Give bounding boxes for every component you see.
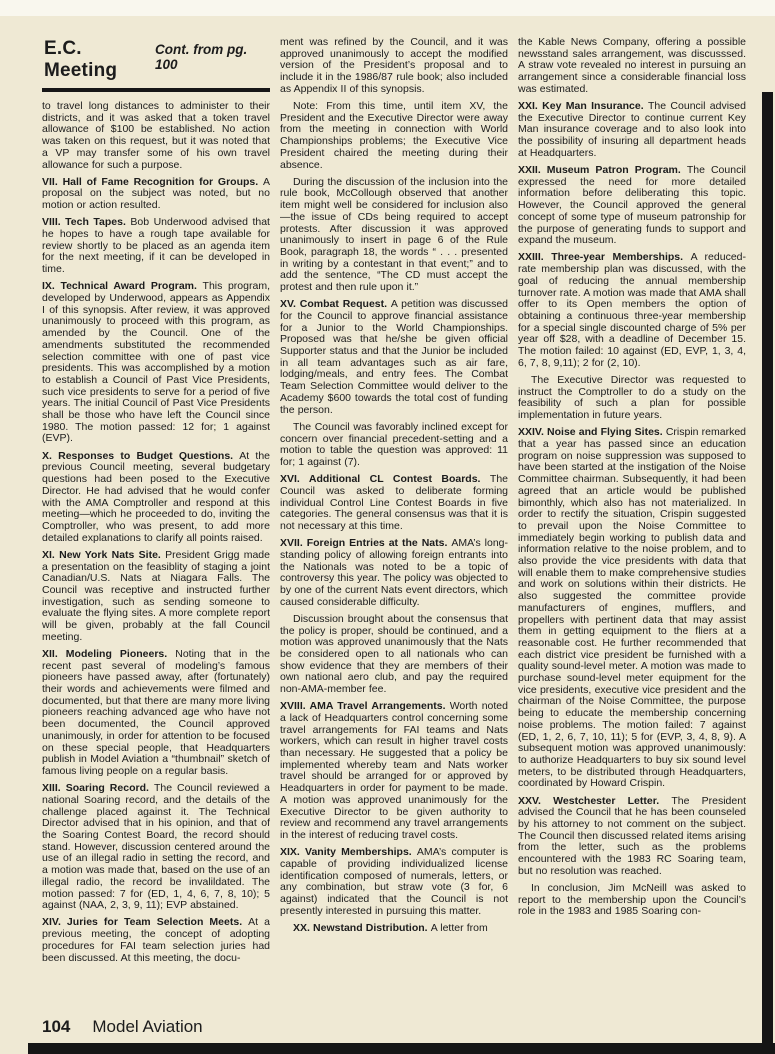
section-paragraph: XXV. Westchester Letter. The President advised the Council that he has been counseled by his attorney to not comment on the subject. The Council then discussed related items arising from the letter, such as the problems encountered with the 1983 RC Soaring team, but no resolution was reached.	[518, 794, 746, 877]
body-paragraph: to travel long distances to administer to their districts, and it was asked that a token travel allowance of $100 be established. No action was taken on this request, but it was noted that a VP may transfer some of his own travel allowance for such a purpose.	[42, 100, 270, 171]
section-paragraph: XIII. Soaring Record. The Council reviewed a national Soaring record, and the details of the challenge placed against it. The Technical Director advised that in his opinion, and that of the Soaring Contest Board, the record should stand. However, discussion centered around the use of an illegal radio in setting the record, and a motion was made that, based on the use of an illegal radio, the record be invalildated. The motion passed: 7 for (ED, 1, 4, 6, 7, 8, 10); 5 against (NAA, 2, 3, 9, 11); EVP abstained.	[42, 782, 270, 912]
section-paragraph: X. Responses to Budget Questions. At the previous Council meeting, several budgetary questions had been posed to the Executive Director. He had advised that he would confer with the AMA Comptroller and respond at this meeting—which he proceeded to do, inviting the Comptroller, who was present, to add more detailed explanations to clarify all points raised.	[42, 449, 270, 544]
section-paragraph: XIX. Vanity Memberships. AMA’s computer is capable of providing individualized license identification composed of numerals, letters, or any combination, but straw vote (3 for, 6 against) indicated that the Council is not presently interested in pursuing this matter.	[280, 846, 508, 917]
section-paragraph: XI. New York Nats Site. President Grigg made a presentation on the feasiblity of staging a joint Canadian/U.S. Nats at Niagara Falls. The Council was receptive and instructed further investigation, such as sending someone to evaluate the flying sites. A more complete report will be given, probably at the fall Council meeting.	[42, 548, 270, 643]
column-1	[42, 37, 270, 1019]
section-heading: VIII. Tech Tapes.	[42, 216, 131, 229]
section-heading: XV. Combat Request.	[280, 298, 391, 311]
body-paragraph: The Council was favorably inclined except for concern over financial precedent-setting and a motion to table the question was approved: 11 for; 1 against (7).	[280, 420, 508, 468]
section-heading: XI. New York Nats Site.	[42, 548, 166, 561]
section-paragraph: XXII. Museum Patron Program. The Council expressed the need for more detailed information before deliberating this topic. However, the Council approved the general concept of some type of museum patronship for the purpose of generating funds to support and expand the museum.	[518, 164, 746, 247]
body-paragraph: The Executive Director was requested to instruct the Comptroller to do a study on the feasibility of such a plan for possible implementation in future years.	[518, 373, 746, 422]
section-heading: X. Responses to Budget Questions.	[42, 449, 240, 462]
section-paragraph: VIII. Tech Tapes. Bob Underwood advised that he hopes to have a rough tape available for review shortly to be placed as an agenda item for the next meeting, if it can be developed in time.	[42, 216, 270, 276]
section-heading: XVIII. AMA Travel Arrangements.	[280, 700, 450, 713]
article-content	[42, 37, 748, 1019]
section-paragraph: XVII. Foreign Entries at the Nats. AMA’s long-standing policy of allowing foreign entrants into the Nationals was noted to be a topic of controversy this year. The policy was objected to by one of the current Nats event directors, which caused considerable difficulty.	[280, 537, 508, 608]
section-paragraph: XVI. Additional CL Contest Boards. The Council was asked to deliberate forming individual Control Line Contest Boards in five categories. The general consensus was that it is not necessary at this time.	[280, 473, 508, 532]
section-paragraph: XX. Newstand Distribution. A letter from	[293, 921, 488, 934]
section-heading: XXV. Westchester Letter.	[518, 794, 672, 807]
scan-bottom-bar	[28, 1043, 775, 1054]
scan-top-edge	[0, 0, 775, 16]
section-heading: IX. Technical Award Program.	[42, 280, 203, 293]
body-paragraph: ment was refined by the Council, and it was approved unanimously to accept the modified version of the President’s proposal and to include it in the 1986/87 rule book; also included as Appendix II of this synopsis.	[280, 37, 508, 95]
section-paragraph: XII. Modeling Pioneers. Noting that in the recent past several of modeling’s famous pioneers have passed away, after (fortunately) their words and achievements were filmed and documented, but that there are many more living pioneers reaching advanced age who have not been documented, the Council approved unanimously, in order for attention to be focused on these special people, that Headquarters publish in Model Aviation a “thumbnail” sketch of famous living people on a regular basis.	[42, 647, 270, 777]
section-heading: XIII. Soaring Record.	[42, 782, 154, 795]
section-heading: XXIII. Three-year Memberships.	[518, 251, 691, 264]
section-paragraph: XXIV. Noise and Flying Sites. Crispin remarked that a year has passed since an education program on noise suppression was supposed to have been started at the instigation of the Noise Committee chairman. Subsequently, it had been agreed that an article would be published bimonthly, which also has not materialized. In order to rectify the situation, Crispin suggested to prevail upon the Noise Committee to immediately begin working to publish data and information relative to the noise problem, and to also provide the vice presidents with data that will enable them to make comprehensive studies and work on solutions within their districts. He also suggested the committee provide manufacturers of engines, mufflers, and propellers with pertinent data that may assist them in getting equipment to the fliers at a reasonable cost. He further recommended that each district vice president be furnished with a quality sound-level meter. A motion was made to purchase sound-level meter equipment for the vice presidents, executive vice president and the chairman of the Noise Committee, the purpose being to educate the membership concerning noise problems. The motion failed: 7 against (ED, 1, 2, 6, 7, 10, 11); 5 for (EVP, 3, 4, 8, 9). A subsequent motion was approved unanimously: to authorize Headquarters to buy six sound level meters, to be distributed through Headquarters, coordinated by Howard Crispin.	[518, 426, 746, 790]
page-footer	[42, 1017, 203, 1037]
section-paragraph: XV. Combat Request. A petition was discussed for the Council to approve financial assistance for a Junior to the World Championships. Proposed was that he/she be given official Supporter status and that the Junior be included in all team advantages such as air fare, lodging/meals, and entry fees. The Combat Team Selection Committee would deliver to the Academy $600 towards the total cost of funding the person.	[280, 298, 508, 416]
magazine-title: Model Aviation	[92, 1017, 203, 1036]
column-1-body	[42, 101, 270, 964]
section-paragraph: IX. Technical Award Program. This program, developed by Underwood, appears as Appendix I of this synopsis. After review, it was approved unanimously to proceed with this program, as amended by the Council. One of the amendments substituted the recommended selection committee with one of past vice presidents. This was accomplished by a motion to establish a Council of Past Vice Presidents, such vice presidents to serve for a period of five years. The initial Council of Past Vice Presidents shall be those who have left the Council since 1980. The motion passed: 12 for; 1 against (EVP).	[42, 280, 270, 445]
scan-right-edge	[762, 92, 773, 1050]
body-paragraph: the Kable News Company, offering a possible newsstand sales arrangement, was discusssed. A straw vote revealed no interest in pursuing an arrangement since a considerable financial loss was estimated.	[518, 37, 746, 95]
section-heading: XX. Newstand Distribution.	[293, 921, 431, 934]
body-paragraph: Discussion brought about the consensus that the policy is proper, should be continued, and a motion was approved unanimously that the Nats be considered open to all nationals who can show evidence that they are members of their own national aero club, and pay the required non-AMA-member fee.	[280, 612, 508, 696]
article-title: E.C. Meeting	[44, 38, 118, 81]
body-paragraph: In conclusion, Jim McNeill was asked to report to the membership upon the Council’s role in the 1983 and 1985 Soaring con-	[518, 882, 746, 918]
column-3-body	[518, 37, 746, 918]
section-heading: XXI. Key Man Insurance.	[518, 100, 648, 113]
article-header	[42, 37, 270, 92]
section-heading: XXIV. Noise and Flying Sites.	[518, 426, 666, 439]
section-paragraph: VII. Hall of Fame Recognition for Groups. A proposal on the subject was noted, but no motion or action resulted.	[42, 175, 270, 212]
section-heading: XXII. Museum Patron Program.	[518, 164, 687, 177]
body-paragraph: Note: From this time, until item XV, the President and the Executive Director were away from the meeting in connection with World Championships problems; the Executive Vice President chaired the meeting during their absence.	[280, 100, 508, 171]
section-heading: XII. Modeling Pioneers.	[42, 647, 176, 660]
continued-from-label: Cont. from pg. 100	[155, 42, 248, 72]
column-2-body	[280, 37, 508, 935]
section-heading: XIV. Juries for Team Selection Meets.	[42, 916, 249, 929]
section-heading: XIX. Vanity Memberships.	[280, 846, 417, 859]
column-2	[280, 37, 508, 1019]
body-paragraph: During the discussion of the inclusion into the rule book, McCollough observed that another item might well be considered for inclusion also—the issue of CDs being required to accept protests. After discussion it was approved unanimously to insert in page 6 of the Rule Book, paragraph 18, the words “ . . . presented in writing by a contestant in that event;” and to add the sentence, “The CD must accept the protest and then rule upon it.”	[280, 175, 508, 294]
section-paragraph: XXIII. Three-year Memberships. A reduced-rate membership plan was discussed, with the goal of reducing the annual membership turnover rate. A motion was made that AMA shall offer to its Open members the option of obtaining a continuous three-year membership for a special single discounted charge of 5% per year off $28, with a deadline of December 15. The motion failed: 10 against (ED, EVP, 1, 3, 4, 6, 7, 8, 9,11); 2 for (2, 10).	[518, 251, 746, 369]
section-paragraph: XVIII. AMA Travel Arrangements. Worth noted a lack of Headquarters control concerning some travel arrangements for FAI teams and Nats workers, which can result in higher travel costs than necessary. He suggested that a policy be implemented whereby team and Nats worker travel should be arranged for or approved by Headquarters in order for payment to be made. A motion was approved unanimously for the Executive Director to be given authority to review and recommend any travel arrangements in the interest of reducing travel costs.	[280, 700, 508, 841]
section-paragraph: XIV. Juries for Team Selection Meets. At a previous meeting, the concept of adopting procedures for FAI team selection juries had been discussed. At this meeting, the docu-	[42, 916, 270, 964]
section-heading: XVII. Foreign Entries at the Nats.	[280, 537, 452, 550]
section-paragraph: XXI. Key Man Insurance. The Council advised the Executive Director to continue current Key Man insurance coverage and to also look into the possibility of insuring all department heads at Headquarters.	[518, 100, 746, 159]
column-3	[518, 37, 746, 1019]
section-heading: VII. Hall of Fame Recognition for Groups.	[42, 175, 263, 188]
page-number: 104	[42, 1017, 71, 1036]
section-heading: XVI. Additional CL Contest Boards.	[280, 473, 490, 486]
